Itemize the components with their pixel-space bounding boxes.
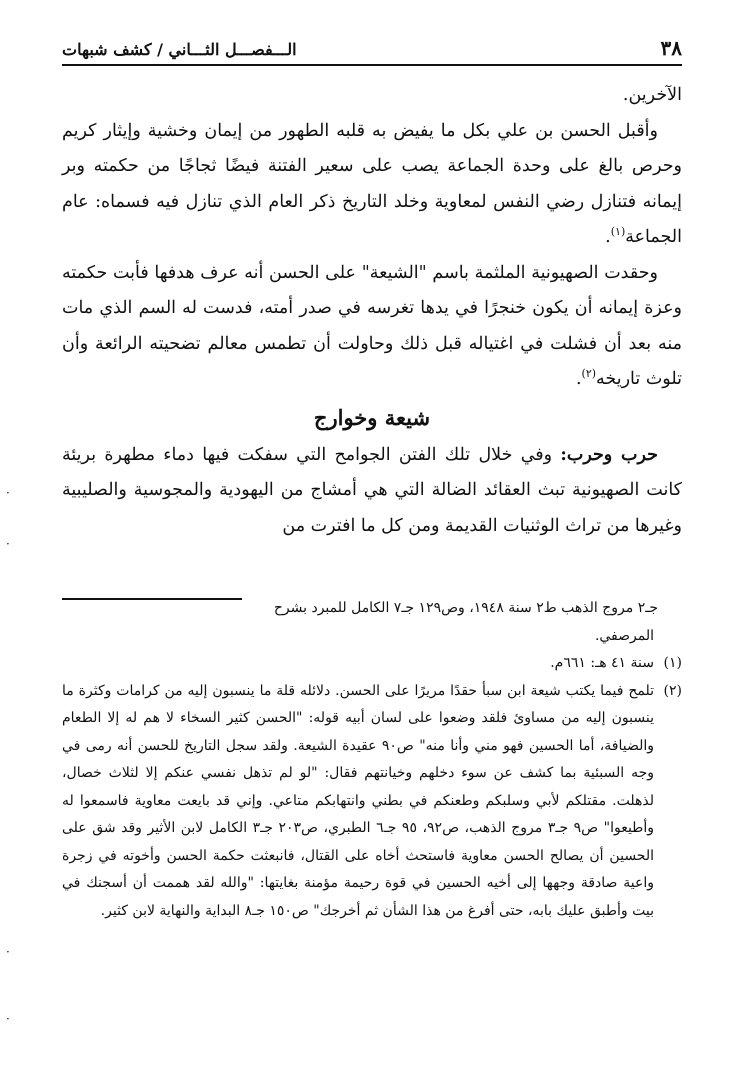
footnote-text: سنة ٤١ هـ: ٦٦١م. [550, 655, 654, 671]
paragraph-text: وأقبل الحسن بن علي بكل ما يفيض به قلبه الطهور من إيمان وخشية وإيثار كريم وحرص بالغ على وحدة الجماعة يصب على سعير الفتنة فيضًا ثجاجًا من حكمته وبر إيمانه فتنازل رضي النفس لمعاوية وخلد التاريخ ذكر العام الذي تنازل فيه فسماه: عام الجماعة [62, 120, 682, 247]
paragraph-end: . [575, 369, 582, 389]
footnote-text: تلمح فيما يكتب شيعة ابن سبأ حقدًا مريرًا على الحسن. دلائله قلة ما ينسبون إليه من كرامات وكثرة ما ينسبون إليه من مساوئ فلقد وضعوا على لسان أبيه قوله: "الحسن كثير السخاء لا هم له إلا الطعام والضيافة، أما الحسين فهو مني وأنا منه" ص٩٠ عقيدة الشيعة. ولقد سجل التاريخ للحسن أنه رمى في وجه السبئية بما كشف عن سوء دخلهم وخيانتهم فقال: "لو لم تذهل نفسي عنكم إلا لثلاث خصال، لذهلت. مقتلكم لأبي وسلبكم وطعنكم في بطني وانتهابكم متاعي. وإني قد بايعت معاوية فاسمعوا له وأطيعوا" ص٩ جـ٣ مروج الذهب، ص٩٢، ٩٥ جـ٦ الطبري، ص٢٠٣ جـ٣ الكامل لابن الأثير وقد شق على الحسين أن يصالح الحسن معاوية فاستحث أخاه على القتال، فانبعثت حكمة الحسن وأخوته في زجرة واعية صادقة وجهها إلى أخيه الحسين في قوة رحيمة مؤمنة بغايتها: "والله لقد هممت أن أسجنك في بيت وأطبق عليك بابه، حتى أفرغ من هذا الشأن ثم أخرجك" ص١٥٠ جـ٨ البداية والنهاية لابن كثير. [62, 682, 655, 919]
scan-mark: · [6, 1012, 10, 1026]
main-text [62, 78, 682, 544]
page-header [62, 30, 682, 66]
paragraph-end: . [605, 227, 611, 247]
paragraph [62, 256, 682, 398]
paragraph-lead: حرب وحرب: [560, 444, 659, 465]
section-heading: شيعة وخوارج [313, 404, 431, 430]
footnote-source-line: جـ٢ مروج الذهب ط٢ سنة ١٩٤٨، وص١٢٩ جـ٧ الكامل للمبرد بشرح [273, 600, 658, 616]
footnote [62, 650, 682, 678]
continuation-line: الآخرين. [622, 85, 682, 105]
footnote-number: (١) [663, 655, 682, 671]
page-number: ٣٨ [660, 36, 682, 60]
scan-mark: · [6, 537, 10, 551]
scan-mark: · [6, 486, 10, 500]
footnote-ref: (٢) [581, 367, 597, 381]
footnote-ref: (١) [610, 225, 626, 239]
paragraph [62, 114, 682, 256]
paragraph-text: وحقدت الصهيونية الملثمة باسم "الشيعة" على الحسن أنه عرف هدفها فأبت حكمته وعزة إيمانه أن يكون خنجرًا في يدها تغرسه في صدر أمته، فدست له السم الذي مات منه بعد أن فشلت في اغتياله قبل ذلك وحاولت أن تطمس معالم تضحيته الرائعة وأن تلوث تاريخه [62, 262, 682, 389]
paragraph [62, 438, 682, 545]
running-title: الـــفصـــل الثـــاني / كشف شبهات [62, 40, 297, 59]
footnotes [62, 595, 682, 925]
scan-mark: · [6, 945, 10, 959]
paragraph-text: وفي خلال تلك الفتن الجوامح التي سفكت فيها دماء مطهرة بريئة كانت الصهيونية تبث العقائد الضالة التي هي أمشاج من اليهودية والمجوسية والصليبية وغيرها من تراث الوثنيات القديمة ومن كل ما افترت من [62, 444, 682, 536]
footnote-number: (٢) [663, 682, 682, 699]
footnote-source-line: المرصفي. [594, 627, 654, 644]
footnote [62, 678, 682, 926]
